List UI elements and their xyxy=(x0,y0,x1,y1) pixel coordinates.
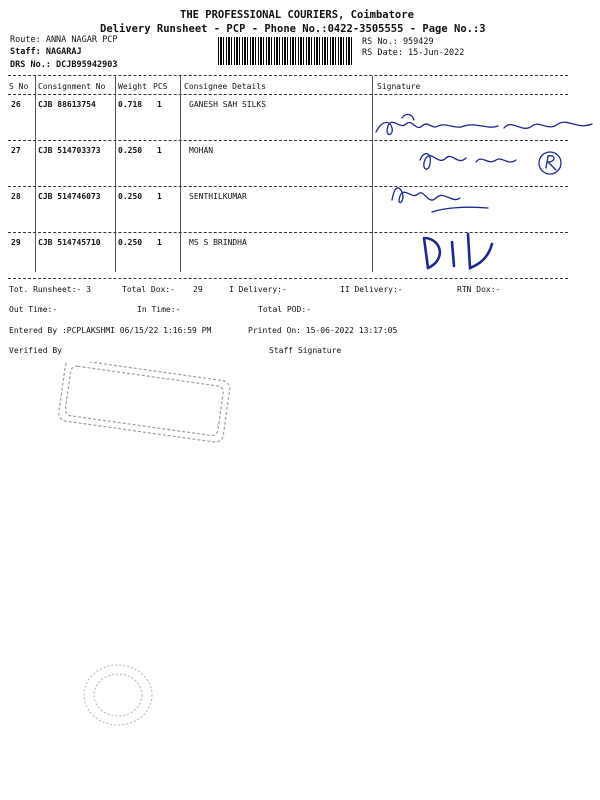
i-delivery: I Delivery:- xyxy=(229,285,287,294)
delivered-stamp xyxy=(55,362,235,444)
row-consignee: GANESH SAH SILKS xyxy=(189,100,267,109)
total-pod: Total POD:- xyxy=(258,305,311,314)
row-pcs: 1 xyxy=(157,100,162,109)
row-consignment: CJB 514745710 xyxy=(38,238,101,247)
row-weight: 0.250 xyxy=(118,238,143,247)
in-time: In Time:- xyxy=(137,305,181,314)
row-pcs: 1 xyxy=(157,146,162,155)
row-weight: 0.718 xyxy=(118,100,143,109)
row-weight: 0.250 xyxy=(118,146,143,155)
col-header-sno: S No xyxy=(9,82,29,91)
row-consignment: CJB 88613754 xyxy=(38,100,96,109)
route-label: Route: ANNA NAGAR PCP xyxy=(10,35,118,45)
row-sno: 29 xyxy=(11,238,21,247)
divider xyxy=(8,75,568,76)
col-header-weight: Weight xyxy=(118,82,147,91)
staff-signature-label: Staff Signature xyxy=(269,346,342,355)
entered-by: Entered By :PCPLAKSHMI 06/15/22 1:16:59 PM xyxy=(9,326,212,335)
rtn-dox: RTN Dox:- xyxy=(457,285,501,294)
runsheet-subtitle: Delivery Runsheet - PCP - Phone No.:0422-3505555 - Page No.:3 xyxy=(100,23,486,35)
row-consignee: MS S BRINDHA xyxy=(189,238,247,247)
divider xyxy=(8,94,568,95)
col-header-consignee: Consignee Details xyxy=(184,82,266,91)
column-line xyxy=(35,76,36,272)
col-header-consignment: Consignment No xyxy=(38,82,106,91)
row-consignment: CJB 514703373 xyxy=(38,146,101,155)
round-stamp xyxy=(78,660,158,730)
out-time: Out Time:- xyxy=(9,305,58,314)
staff-label: Staff: NAGARAJ xyxy=(10,47,82,57)
row-sno: 26 xyxy=(11,100,21,109)
ii-delivery: II Delivery:- xyxy=(340,285,403,294)
rs-number: RS No.: 959429 xyxy=(362,37,434,47)
row-sno: 27 xyxy=(11,146,21,155)
total-dox-label: Total Dox:- xyxy=(122,285,175,294)
rs-date: RS Date: 15-Jun-2022 xyxy=(362,48,465,58)
row-consignment: CJB 514746073 xyxy=(38,192,101,201)
row-consignee: MOHAN xyxy=(189,146,214,155)
col-header-signature: Signature xyxy=(377,82,421,91)
row-pcs: 1 xyxy=(157,192,162,201)
barcode xyxy=(218,37,354,65)
printed-on: Printed On: 15-06-2022 13:17:05 xyxy=(248,326,398,335)
divider xyxy=(8,278,568,279)
col-header-pcs: PCS xyxy=(153,82,168,91)
total-runsheet: Tot. Runsheet:- 3 xyxy=(9,285,91,294)
row-sno: 28 xyxy=(11,192,21,201)
column-line xyxy=(115,76,116,272)
company-title: THE PROFESSIONAL COURIERS, Coimbatore xyxy=(180,9,414,21)
row-weight: 0.250 xyxy=(118,192,143,201)
verified-by: Verified By xyxy=(9,346,62,355)
row-consignee: SENTHILKUMAR xyxy=(189,192,247,201)
drs-number: DRS No.: DCJB95942903 xyxy=(10,60,118,70)
signature-scribbles xyxy=(372,108,598,278)
column-line xyxy=(180,76,181,272)
total-dox-value: 29 xyxy=(193,285,203,294)
row-pcs: 1 xyxy=(157,238,162,247)
